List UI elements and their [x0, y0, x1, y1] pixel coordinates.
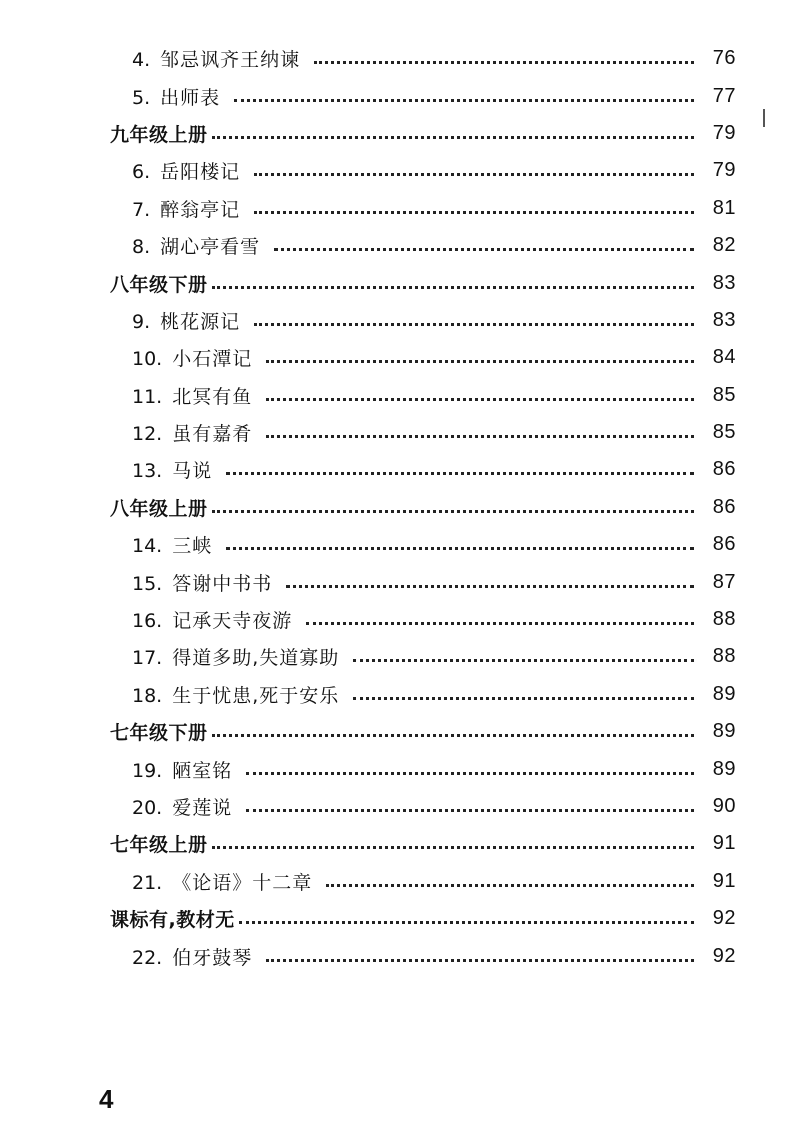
dot-leader: [353, 659, 694, 662]
toc-entry-row: [0, 563, 800, 600]
toc-title-text: 湖心亭看雪: [160, 236, 261, 259]
toc-entry-row: [0, 302, 800, 339]
toc-title-text: 得道多助,失道寡助: [172, 647, 340, 670]
toc-entry-number: 12.: [132, 423, 163, 446]
toc-section-row: [0, 713, 800, 750]
toc-page-number: 91: [712, 869, 736, 892]
toc-title-text: 三峡: [172, 535, 213, 558]
dot-leader: [246, 809, 694, 812]
toc-entry-title: [132, 344, 252, 371]
toc-section-row: [0, 264, 800, 301]
toc-page-number: 77: [712, 84, 736, 107]
toc-title-text: 记承天寺夜游: [172, 610, 293, 633]
toc-entry-number: 13.: [132, 460, 163, 483]
dot-leader: [314, 61, 694, 64]
toc-entry-row: [0, 414, 800, 451]
toc-entry-title: [132, 45, 300, 72]
toc-section-title: [110, 718, 208, 745]
toc-title-text: 九年级上册: [110, 123, 208, 146]
toc-entry-row: [0, 863, 800, 900]
dot-leader: [239, 921, 694, 924]
toc-entry-row: [0, 377, 800, 414]
toc-entry-number: 17.: [132, 647, 163, 670]
toc-entry-title: [132, 681, 339, 708]
toc-section-row: [0, 115, 800, 152]
dot-leader: [212, 286, 694, 289]
toc-title-text: 课标有,教材无: [110, 909, 235, 932]
toc-title-text: 七年级上册: [110, 834, 208, 857]
toc-page-number: 89: [712, 757, 736, 780]
toc-page-number: 92: [712, 944, 736, 967]
toc-title-text: 邹忌讽齐王纳谏: [160, 49, 301, 72]
toc-title-text: 生于忧患,死于安乐: [172, 684, 340, 707]
toc-entry-title: [132, 569, 272, 596]
toc-section-title: [110, 905, 235, 932]
toc-title-text: 小石潭记: [172, 348, 253, 371]
toc-title-text: 岳阳楼记: [160, 161, 241, 184]
toc-title-text: 八年级下册: [110, 273, 208, 296]
toc-entry-number: 8.: [132, 236, 151, 259]
toc-title-text: 北冥有鱼: [172, 385, 253, 408]
toc-page-number: 81: [712, 196, 736, 219]
dot-leader: [212, 734, 694, 737]
dot-leader: [306, 622, 694, 625]
toc-page-number: 89: [712, 682, 736, 705]
toc-page-number: 86: [712, 458, 736, 481]
toc-entry-row: [0, 40, 800, 77]
toc-entry-title: [132, 456, 212, 483]
toc-title-text: 出师表: [160, 86, 221, 109]
dot-leader: [254, 211, 694, 214]
toc-entry-row: [0, 788, 800, 825]
toc-entry-row: [0, 190, 800, 227]
toc-title-text: 桃花源记: [160, 310, 241, 333]
toc-section-title: [110, 270, 208, 297]
toc-page-number: 82: [712, 234, 736, 257]
toc-entry-number: 7.: [132, 198, 151, 221]
dot-leader: [212, 510, 694, 513]
toc-title-text: 伯牙鼓琴: [172, 946, 253, 969]
toc-page-number: 90: [712, 795, 736, 817]
toc-entry-number: 4.: [132, 49, 151, 72]
toc-entry-row: [0, 937, 800, 974]
toc-page-number: 79: [712, 121, 736, 144]
toc-page-number: 83: [712, 271, 736, 294]
page-number: 4: [99, 1084, 114, 1114]
toc-entry-number: 16.: [132, 610, 163, 633]
toc-entry-row: [0, 750, 800, 787]
toc-title-text: 马说: [172, 460, 213, 483]
toc-section-title: [110, 494, 208, 521]
toc-entry-title: [132, 868, 312, 895]
toc-entry-title: [132, 382, 252, 409]
dot-leader: [353, 697, 694, 700]
toc-entry-row: [0, 227, 800, 264]
toc-page-number: 88: [712, 645, 736, 668]
toc-entry-number: 20.: [132, 797, 163, 819]
dot-leader: [266, 959, 694, 962]
toc-entry-title: [132, 756, 232, 783]
toc-entry-row: [0, 77, 800, 114]
toc-page-number: 79: [712, 159, 736, 182]
toc-entry-title: [132, 606, 292, 633]
dot-leader: [234, 99, 694, 102]
toc-section-row: [0, 900, 800, 937]
toc-entry-row: [0, 339, 800, 376]
toc-entry-number: 5.: [132, 86, 151, 109]
toc-entry-number: 18.: [132, 684, 163, 707]
toc-entry-row: [0, 601, 800, 638]
toc-title-text: 《论语》十二章: [172, 871, 313, 894]
dot-leader: [274, 248, 694, 251]
toc-title-text: 陋室铭: [172, 759, 233, 782]
toc-title-text: 虽有嘉肴: [172, 423, 253, 446]
toc-page-number: 83: [712, 308, 736, 331]
toc-entry-title: [132, 307, 240, 334]
toc-section-row: [0, 825, 800, 862]
toc-page-number: 92: [712, 907, 736, 930]
toc-page-number: 85: [712, 421, 736, 444]
toc-entry-title: [132, 643, 339, 670]
toc-entry-number: 19.: [132, 759, 163, 782]
dot-leader: [266, 398, 694, 401]
toc-entry-title: [132, 419, 252, 446]
toc-entry-title: [132, 232, 260, 259]
dot-leader: [266, 360, 694, 363]
toc-entry-row: [0, 451, 800, 488]
toc-page-number: 76: [712, 47, 736, 70]
toc-section-title: [110, 830, 208, 857]
toc-entry-number: 11.: [132, 385, 163, 408]
toc-entry-row: [0, 676, 800, 713]
toc-entry-title: [132, 195, 240, 222]
toc-entry-number: 21.: [132, 871, 163, 894]
toc-entry-title: [132, 83, 220, 110]
toc-page-number: 88: [712, 608, 736, 631]
dot-leader: [226, 472, 694, 475]
toc-entry-title: [132, 943, 252, 970]
toc-entry-title: [132, 531, 212, 558]
dot-leader: [212, 846, 694, 849]
toc-page-number: 91: [712, 832, 736, 855]
toc-entry-number: 9.: [132, 310, 151, 333]
toc-entry-row: [0, 638, 800, 675]
dot-leader: [212, 136, 694, 139]
dot-leader: [254, 323, 694, 326]
toc-page-number: 87: [712, 570, 736, 593]
dot-leader: [246, 772, 694, 775]
toc-entry-number: 6.: [132, 161, 151, 184]
toc-title-text: 醉翁亭记: [160, 198, 241, 221]
toc-entry-title: [132, 793, 232, 820]
toc-entry-number: 10.: [132, 348, 163, 371]
dot-leader: [326, 884, 694, 887]
toc-section-row: [0, 489, 800, 526]
toc-entry-title: [132, 157, 240, 184]
toc-title-text: 答谢中书书: [172, 572, 273, 595]
scan-artifact-mark: [763, 109, 765, 127]
toc-entry-number: 14.: [132, 535, 163, 558]
dot-leader: [266, 435, 694, 438]
toc-page-number: 85: [712, 383, 736, 406]
dot-leader: [286, 585, 694, 588]
dot-leader: [226, 547, 694, 550]
toc-page-number: 86: [712, 533, 736, 556]
toc-section-title: [110, 120, 208, 147]
toc-entry-number: 15.: [132, 572, 163, 595]
toc-title-text: 八年级上册: [110, 497, 208, 520]
toc-entry-number: 22.: [132, 946, 163, 969]
toc-title-text: 爱莲说: [172, 797, 233, 819]
toc-entry-row: [0, 526, 800, 563]
dot-leader: [254, 173, 694, 176]
toc-page-number: 89: [712, 720, 736, 743]
table-of-contents: [0, 40, 800, 975]
toc-title-text: 七年级下册: [110, 722, 208, 745]
toc-page-number: 86: [712, 495, 736, 518]
toc-entry-row: [0, 152, 800, 189]
toc-page-number: 84: [712, 346, 736, 369]
